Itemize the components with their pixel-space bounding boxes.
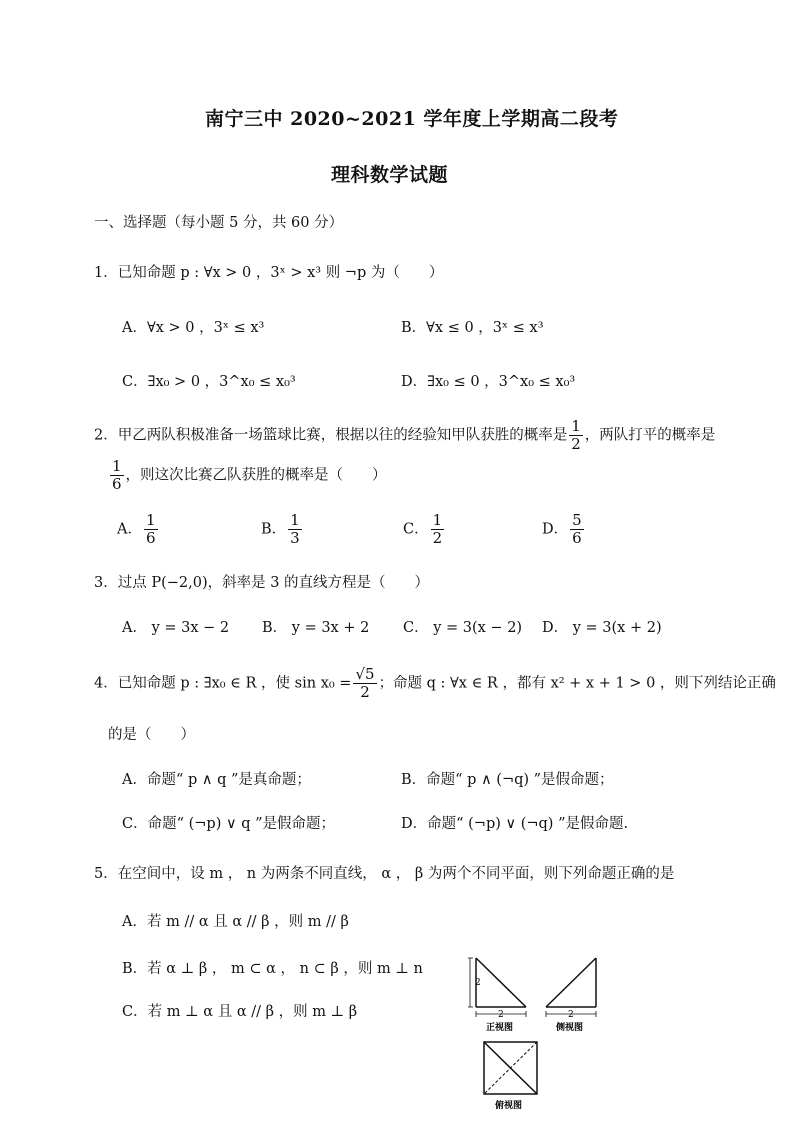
- front-height-label: 2: [475, 978, 481, 988]
- q2-stem-tail: ，两队打平的概率是: [584, 427, 716, 444]
- page-subtitle: 理科数学试题: [331, 164, 449, 186]
- side-view-caption: 侧视图: [556, 1023, 584, 1033]
- q3-option-a: A． y = 3x − 2: [122, 620, 230, 636]
- q1-option-d: D．∃x₀ ≤ 0 ，3^x₀ ≤ x₀³: [401, 374, 576, 390]
- q2-option-c: C． $\frac{1}{2}$: [403, 511, 443, 547]
- q1-option-c: C．∃x₀ > 0 ，3^x₀ ≤ x₀³: [122, 374, 296, 390]
- q2-stem-tail2: ，则这次比赛乙队获胜的概率是（ ）: [125, 467, 387, 484]
- front-view: [468, 958, 526, 1033]
- page-title: 南宁三中 2020~2021 学年度上学期高二段考: [205, 108, 619, 130]
- side-width-label: 2: [568, 1010, 574, 1020]
- q3-option-b: B． y = 3x + 2: [262, 620, 370, 636]
- top-view-caption: 俯视图: [495, 1101, 523, 1111]
- q4-line1: [94, 666, 776, 701]
- q2-option-a: A． $\frac{1}{6}$: [117, 511, 156, 547]
- q3-option-c: C． y = 3(x − 2): [403, 620, 523, 636]
- front-view-caption: 正视图: [486, 1023, 514, 1033]
- top-view: [484, 1042, 537, 1111]
- section-heading: 一、选择题（每小题 5 分，共 60 分）: [94, 215, 344, 231]
- side-view: [546, 958, 596, 1033]
- q4-stem-c: 的是（ ）: [108, 727, 195, 743]
- q3-stem: 3．过点 P(−2,0)，斜率是 3 的直线方程是（ ）: [94, 575, 430, 591]
- front-width-label: 2: [498, 1010, 504, 1020]
- q4-fraction-sqrt5: $\frac{√5}{2}$: [355, 665, 375, 701]
- q2-line2: [108, 458, 387, 493]
- q2-fraction-sixth: $\frac{1}{6}$: [112, 457, 122, 493]
- three-view-figure: [468, 950, 618, 1112]
- q4-option-b: B．命题“ p ∧ (¬q) ”是假命题；: [401, 772, 614, 788]
- q4-stem-b: ；命题 q : ∀x ∈ R ，都有 x² + x + 1 > 0 ，则下列结论正确: [378, 675, 776, 692]
- q2-option-d: D． $\frac{5}{6}$: [542, 511, 582, 547]
- q4-option-d: D．命题“ (¬p) ∨ (¬q) ”是假命题.: [401, 816, 629, 832]
- q2-option-b: B． $\frac{1}{3}$: [261, 511, 300, 547]
- q3-option-d: D． y = 3(x + 2): [542, 620, 662, 636]
- q5-option-c: C．若 m ⊥ α 且 α // β ，则 m ⊥ β: [122, 1004, 358, 1020]
- q1-option-b: B．∀x ≤ 0 ，3ˣ ≤ x³: [401, 320, 544, 336]
- q4-option-c: C．命题“ (¬p) ∨ q ”是假命题；: [122, 816, 335, 832]
- q5-option-a: A．若 m // α 且 α // β ，则 m // β: [122, 914, 349, 930]
- q4-option-a: A．命题“ p ∧ q ”是真命题；: [122, 772, 311, 788]
- q5-stem: 5．在空间中，设 m ， n 为两条不同直线， α ， β 为两个不同平面，则下列命题正确的是: [94, 866, 675, 882]
- q4-stem-a: 4．已知命题 p : ∃x₀ ∈ R ，使 sin x₀ =: [94, 675, 352, 692]
- q5-option-b: B．若 α ⊥ β ， m ⊂ α ， n ⊂ β ，则 m ⊥ n: [122, 961, 423, 977]
- q1-stem: 1．已知命题 p : ∀x > 0 ，3ˣ > x³ 则 ¬p 为（ ）: [94, 265, 444, 281]
- q2-line1: [94, 418, 715, 453]
- q1-option-a: A．∀x > 0 ，3ˣ ≤ x³: [122, 320, 265, 336]
- q2-stem-text: 2．甲乙两队积极准备一场篮球比赛，根据以往的经验知甲队获胜的概率是: [94, 427, 568, 444]
- q2-fraction-half: $\frac{1}{2}$: [571, 417, 581, 453]
